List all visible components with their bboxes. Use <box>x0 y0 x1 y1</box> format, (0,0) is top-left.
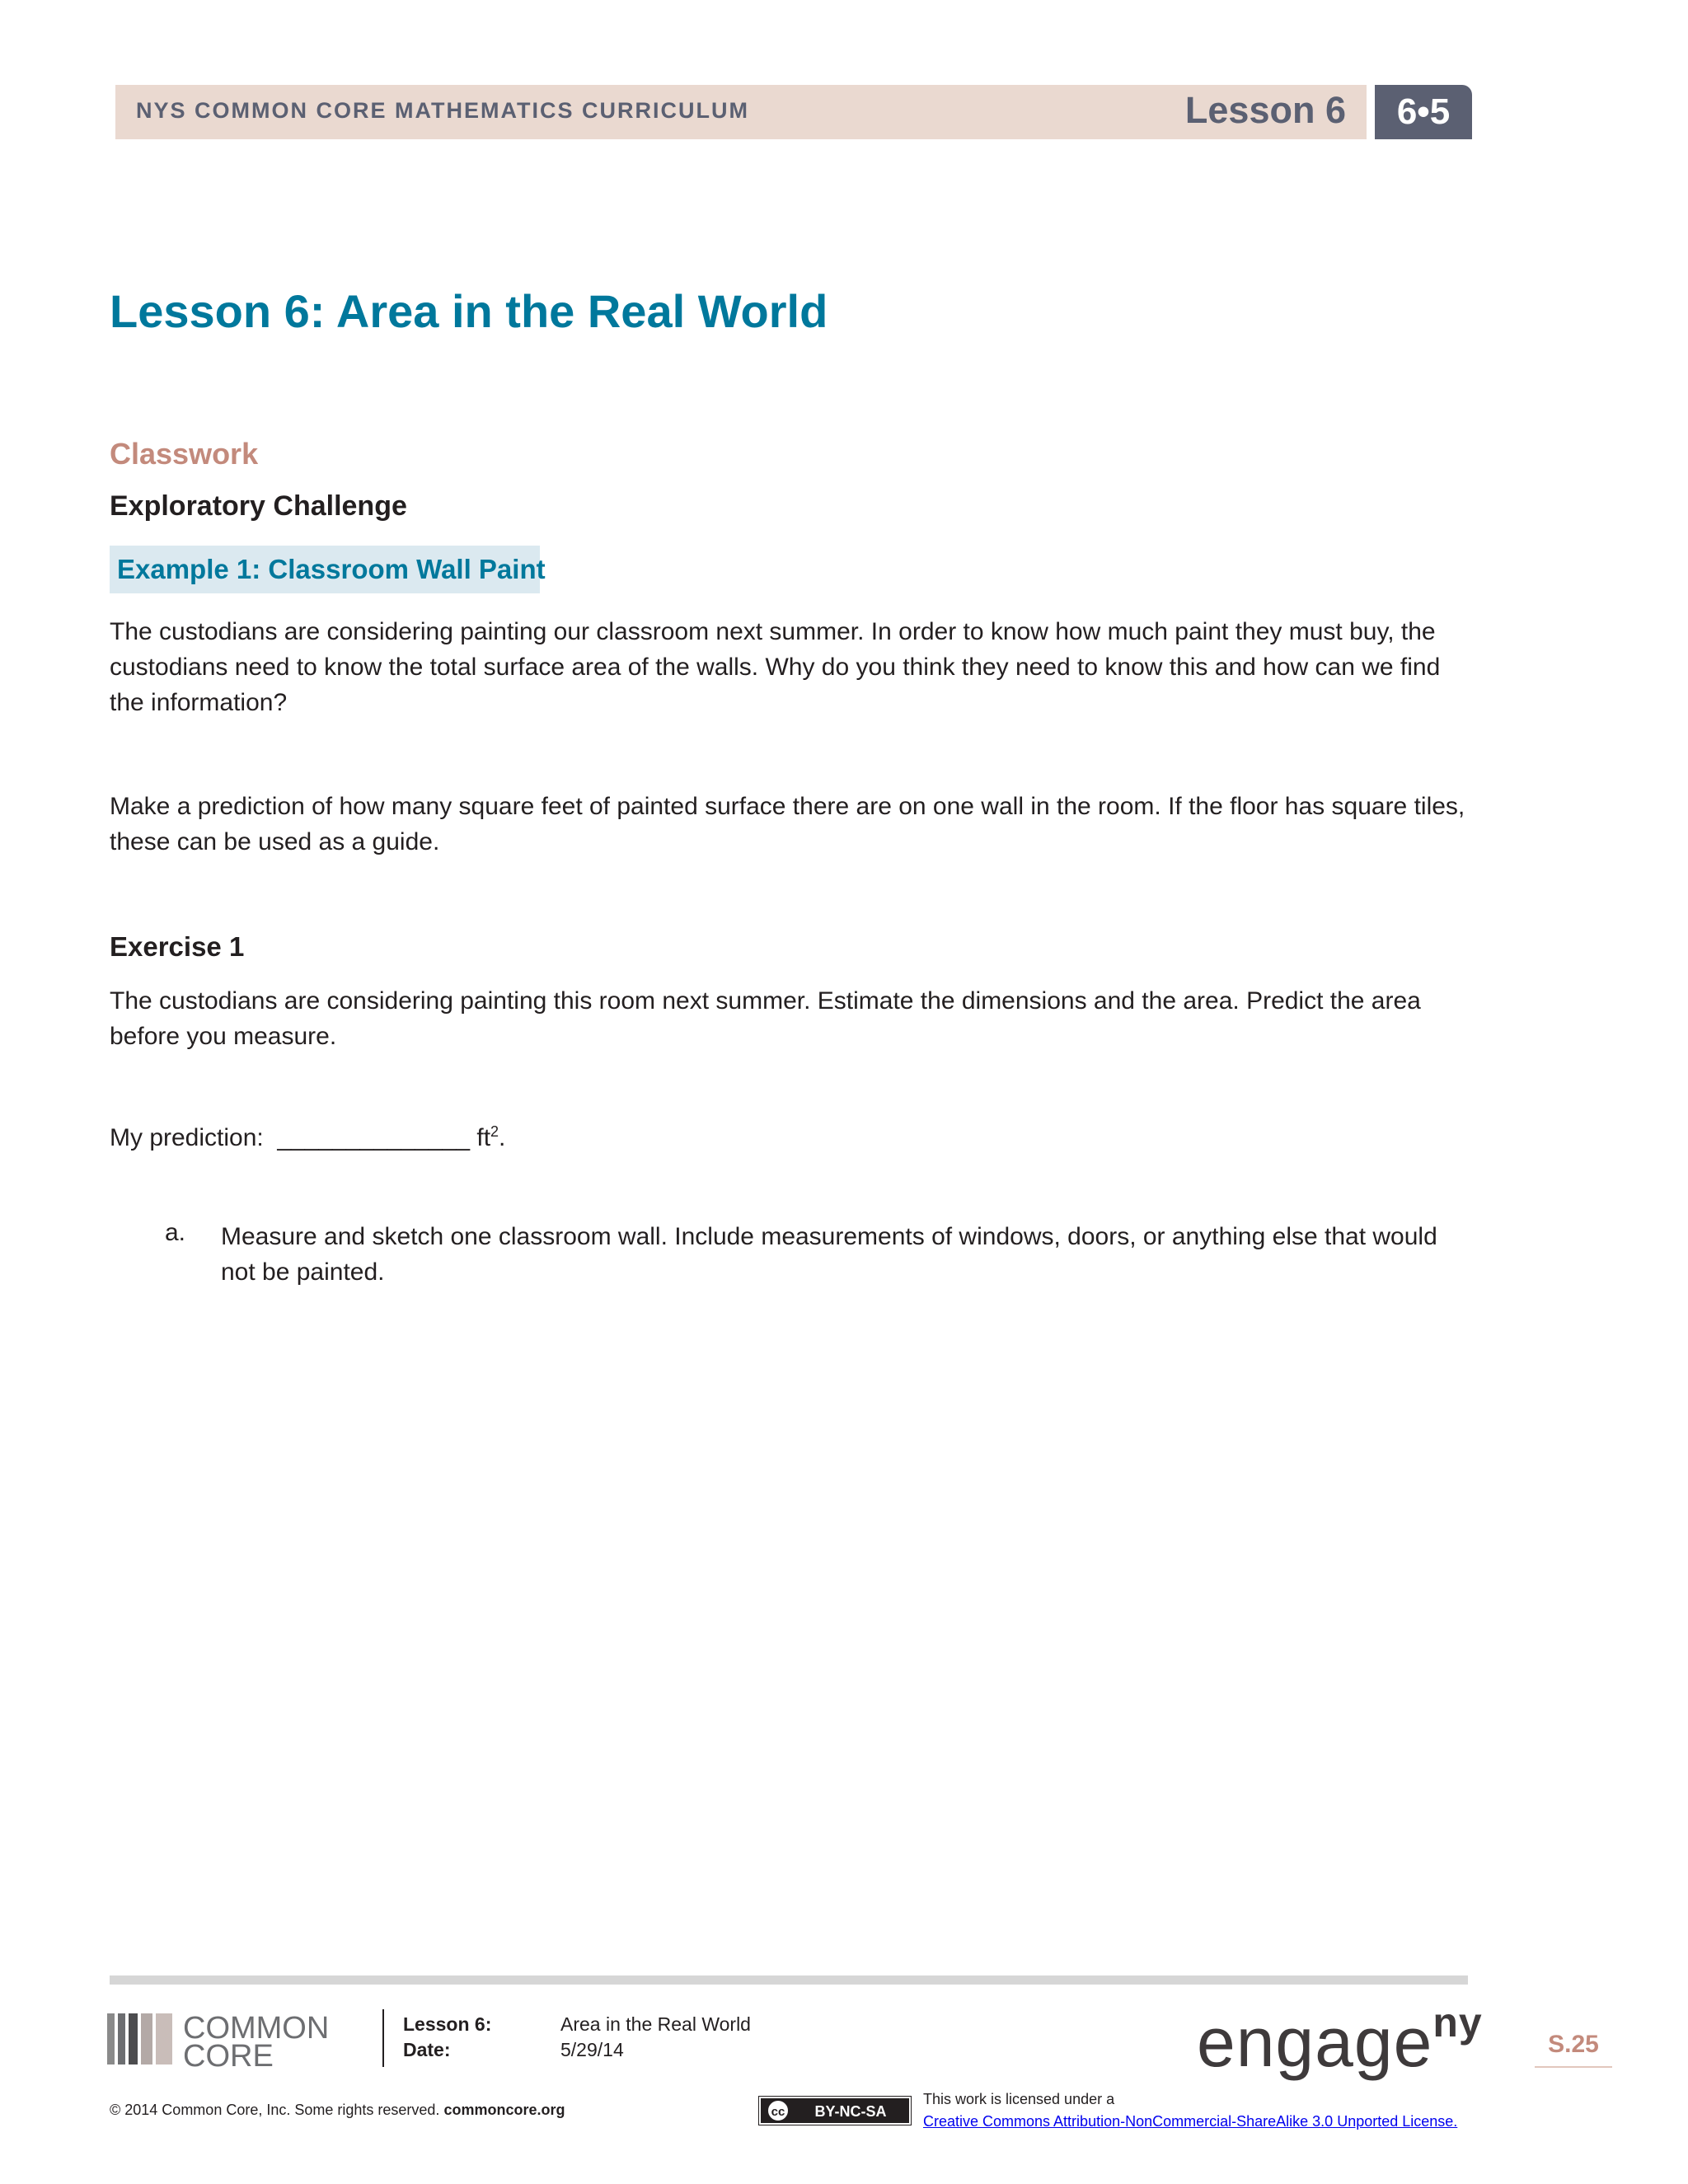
copyright-text: © 2014 Common Core, Inc. Some rights reserved. <box>110 2102 444 2118</box>
prediction-end: . <box>499 1124 506 1151</box>
engage-text: engage <box>1197 2004 1433 2081</box>
prediction-label: My prediction: <box>110 1124 264 1151</box>
exercise-heading: Exercise 1 <box>110 931 245 962</box>
copyright <box>110 2102 565 2119</box>
copyright-site[interactable]: commoncore.org <box>443 2102 565 2118</box>
footer-rule <box>110 1975 1468 1985</box>
logo-bar-1 <box>107 2013 115 2064</box>
footer-date-value: 5/29/14 <box>560 2039 624 2060</box>
cc-license-badge[interactable] <box>758 2096 912 2125</box>
license-badge-text: BY-NC-SA <box>814 2103 887 2120</box>
header-lesson: Lesson 6 <box>1184 89 1346 131</box>
page-number: S.25 <box>1548 2031 1599 2058</box>
subheading-exploratory-challenge: Exploratory Challenge <box>110 490 407 522</box>
common-core-logo <box>107 2008 363 2069</box>
engageny-logo <box>1197 1999 1483 2083</box>
paragraph-exercise: The custodians are considering painting this room next summer. Estimate the dimensions and the area. Predict the area before you measure. <box>110 987 1421 1050</box>
item-marker: a. <box>165 1219 186 1246</box>
logo-text-core: CORE <box>183 2039 274 2069</box>
license-text: This work is licensed under a <box>923 2091 1115 2107</box>
section-heading-classwork: Classwork <box>110 437 259 471</box>
footer-lesson-label: Lesson 6: <box>403 2013 492 2035</box>
item-a-text: Measure and sketch one classroom wall. Include measurements of windows, doors, or anything else that would not be painted. <box>221 1223 1437 1286</box>
page-title: Lesson 6: Area in the Real World <box>110 285 828 337</box>
curriculum-title: NYS COMMON CORE MATHEMATICS CURRICULUM <box>136 98 749 123</box>
logo-bar-3 <box>129 2013 138 2064</box>
svg-text:cc: cc <box>771 2105 785 2119</box>
prediction-exponent: 2 <box>490 1123 499 1140</box>
logo-bar-2 <box>118 2013 125 2064</box>
footer-divider <box>382 2009 384 2067</box>
page-number-rule <box>1535 2066 1612 2068</box>
logo-text-common: COMMON <box>183 2011 330 2046</box>
prediction-line <box>110 1123 505 1152</box>
logo-bar-5 <box>156 2013 172 2064</box>
paragraph-intro: The custodians are considering painting our classroom next summer. In order to know how much paint they must buy, the custodians need to know the total surface area of the walls. Why do you think they need to know this and how can we find the information? <box>110 618 1441 716</box>
prediction-unit: ft <box>476 1124 491 1151</box>
license-link[interactable]: Creative Commons Attribution-NonCommercial-ShareAlike 3.0 Unported License. <box>923 2113 1458 2130</box>
paragraph-prediction: Make a prediction of how many square feet of painted surface there are on one wall in the room. If the floor has square tiles, these can be used as a guide. <box>110 793 1465 855</box>
engage-ny: ny <box>1432 1999 1483 2046</box>
logo-bar-4 <box>141 2013 152 2064</box>
footer-lesson-value: Area in the Real World <box>560 2013 751 2035</box>
example-title: Example 1: Classroom Wall Paint <box>117 554 546 584</box>
footer-date-label: Date: <box>403 2039 451 2060</box>
prediction-blank[interactable]: ______________ <box>277 1124 471 1151</box>
grade-module-badge: 6•5 <box>1375 85 1472 139</box>
